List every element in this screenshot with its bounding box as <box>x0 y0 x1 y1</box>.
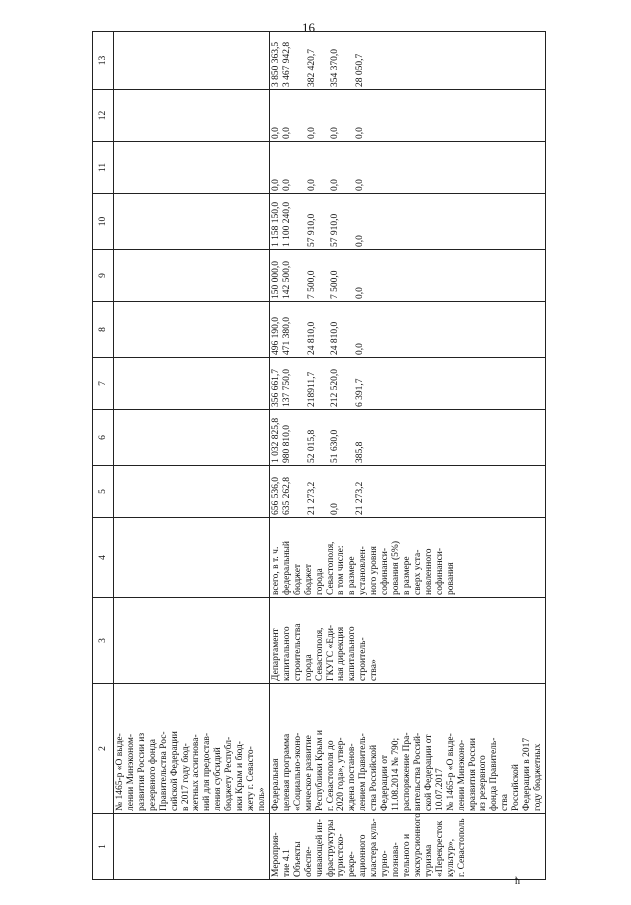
cell <box>114 142 270 194</box>
value: 21 273,2 <box>354 481 365 515</box>
value: 137 750,0 <box>281 369 292 407</box>
cell <box>114 302 270 358</box>
values-col-6 <box>269 410 545 466</box>
values-col-13 <box>269 32 545 90</box>
value: 21 273,2 <box>306 481 317 515</box>
header-row <box>93 32 114 880</box>
value: 356 661,7 <box>270 369 281 407</box>
value: 635 262,8 <box>281 477 292 515</box>
value: 0,0 <box>281 179 292 191</box>
value: 150 000,0 <box>270 261 281 299</box>
cell <box>114 598 270 684</box>
value: 0,0 <box>354 343 365 355</box>
values-col-10 <box>269 194 545 250</box>
value: 0,0 <box>306 179 317 191</box>
budget-table <box>92 31 546 880</box>
value: 1 100 240,0 <box>281 201 292 247</box>
value: 656 536,0 <box>270 477 281 515</box>
col-header: 5 <box>93 466 114 518</box>
col-header: 1 <box>93 814 114 880</box>
value: 0,0 <box>270 179 281 191</box>
col-header: 4 <box>93 518 114 598</box>
col-header: 12 <box>93 90 114 142</box>
col-header: 6 <box>93 410 114 466</box>
value: 980 810,0 <box>281 425 292 463</box>
value: 212 520,0 <box>329 369 340 407</box>
col-header: 13 <box>93 32 114 90</box>
col-header: 2 <box>93 684 114 814</box>
col-header: 10 <box>93 194 114 250</box>
value: 24 810,0 <box>329 321 340 355</box>
measure-name-cell: Мероприя- тие 4.1 Объекты обеспе- чивающей ин- фраструктуры туристско-рекре- ационного кластера куль- турно-познава- тельного и экскурсионного туризма «Перекресток культур», г. Севастополь <box>269 814 545 880</box>
value: 0,0 <box>306 127 317 139</box>
value: 6 391,7 <box>354 378 365 407</box>
legal-basis-cell: Федеральная целевая программа «Социально-эконо- мическое развитие Республики Крым и г. Севастополя до 2020 года», утвер- ждена постанов- лением Правитель- ства Российской Федерации от 11.08.2014 № 790; распоряжение Пра- вительства Россий- ской Федерации от 10.07.2017 № 1465-р «О выде- лении Минэконо- мразвития России из резервного фонда Правитель- ства Российской Федерации в 2017 году бюджетных <box>269 684 545 814</box>
table-row-continuation <box>114 32 270 880</box>
col-header: 3 <box>93 598 114 684</box>
value: 57 910,0 <box>329 213 340 247</box>
col-header: 8 <box>93 302 114 358</box>
values-col-12 <box>269 90 545 142</box>
values-col-5 <box>269 466 545 518</box>
cell <box>114 250 270 302</box>
rotated-table <box>92 41 544 880</box>
value: 51 630,0 <box>329 429 340 463</box>
value: 1 158 150,0 <box>270 201 281 247</box>
value: 385,8 <box>354 441 365 463</box>
value: 0,0 <box>354 179 365 191</box>
value: 471 380,0 <box>281 317 292 355</box>
value: 28 050,7 <box>354 53 365 87</box>
values-col-9 <box>269 250 545 302</box>
value: 0,0 <box>354 127 365 139</box>
table-row-measure <box>269 32 545 880</box>
executor-cell: Департамент капитального строительства города Севастополя, ГКУГС «Еди- ная дирекция капитального строитель- ства» <box>269 598 545 684</box>
value: 496 190,0 <box>270 317 281 355</box>
value: 382 420,7 <box>306 49 317 87</box>
values-col-8 <box>269 302 545 358</box>
cell <box>114 90 270 142</box>
col-header: 11 <box>93 142 114 194</box>
value: 0,0 <box>329 503 340 515</box>
value: 354 370,0 <box>329 49 340 87</box>
rotated-table-container <box>92 41 544 880</box>
cell <box>114 814 270 880</box>
cell <box>114 32 270 90</box>
value: 142 500,0 <box>281 261 292 299</box>
value: 0,0 <box>329 179 340 191</box>
col-header: 7 <box>93 358 114 410</box>
cell <box>114 358 270 410</box>
value: 7 500,0 <box>329 270 340 299</box>
footer-mark: ћ <box>515 876 520 887</box>
col-header: 9 <box>93 250 114 302</box>
funding-source-cell: всего, в т. ч. федеральный бюджет бюджет города Севастополя, в том числе: в размере установлен- ного уровня софинанси- рования (5%) в размере сверх уста- новленного софинанси- рования <box>269 518 545 598</box>
value: 0,0 <box>329 127 340 139</box>
value: 57 910,0 <box>306 213 317 247</box>
value: 218911,7 <box>306 371 317 407</box>
value: 0,0 <box>354 287 365 299</box>
values-col-7 <box>269 358 545 410</box>
value: 52 015,8 <box>306 429 317 463</box>
value: 1 032 825,8 <box>270 417 281 463</box>
page-number: 16 <box>302 20 315 35</box>
value: 24 810,0 <box>306 321 317 355</box>
value: 0,0 <box>270 127 281 139</box>
value: 0,0 <box>354 235 365 247</box>
value: 7 500,0 <box>306 270 317 299</box>
values-col-11 <box>269 142 545 194</box>
value: 3 467 942,8 <box>281 41 292 87</box>
value: 3 850 363,5 <box>270 41 281 87</box>
cell-continued-text: № 1465-р «О выде- лении Минэконом- развития России из резервного фонда Правительства Рос- сийской Федерации в 2017 году бюд- жетных ассигнова- ний для предостав- ления субсидий бюджету Республ- ики Крым и бюд- жету г. Севасто- поль» <box>114 684 270 814</box>
cell <box>114 410 270 466</box>
cell <box>114 518 270 598</box>
cell <box>114 194 270 250</box>
value: 0,0 <box>281 127 292 139</box>
cell <box>114 466 270 518</box>
